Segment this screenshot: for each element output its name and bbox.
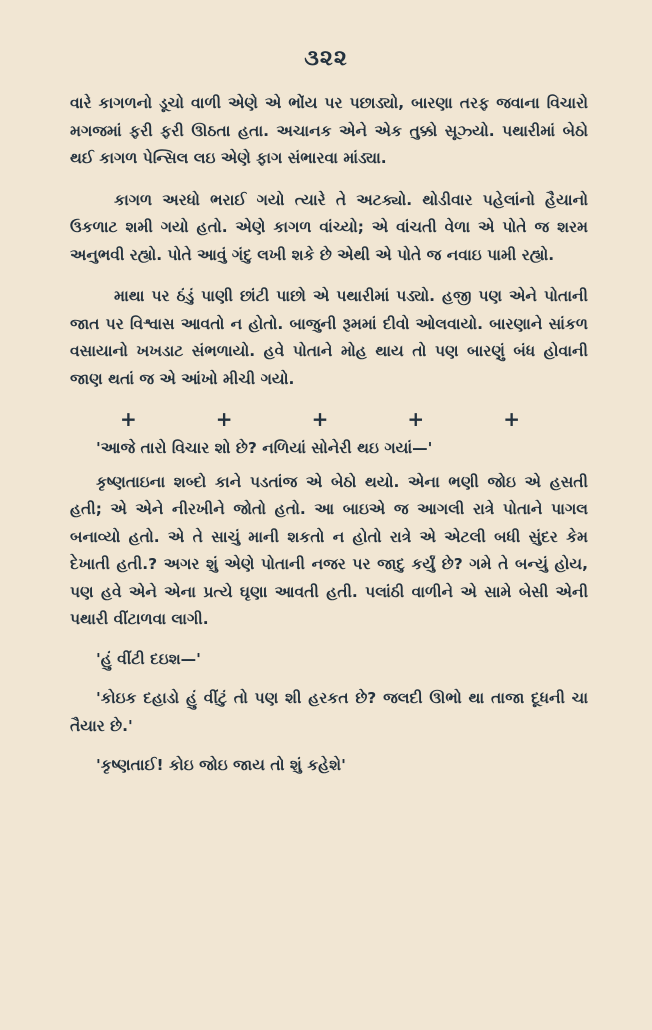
separator-mark: + [120,407,137,431]
page-body [70,90,588,792]
separator-mark: + [215,407,233,431]
section-separator [120,407,520,431]
paragraph-4: કૃષ્ણતાઇના શબ્દો કાને પડતાંજ એ બેઠો થયો. એના ભણી જોઇ એ હસતી હતી; એ એને નીરખીને જોતો હતો. આ બાઇએ જ આગલી રાત્રે પોતાને પાગલ બનાવ્યો હતો. એ તે સાચું માની શકતો ન હોતો રાત્રે એ એટલી બધી સુંદર કેમ દેખાતી હતી.? અગર શું એણે પોતાની નજર પર જાદુ કર્યું છે? ગમે તે બન્યું હોય, પણ હવે એને એના પ્રત્યે ઘૃણા આવતી હતી. પલાંઠી વાળીને એ સામે બેસી એની પથારી વીંટાળવા લાગી. [70,472,588,628]
page-number: ૩૨૨ [304,46,348,71]
paragraph-3: માથા પર ઠંડું પાણી છાંટી પાછો એ પથારીમાં પડ્યો. હજી પણ એને પોતાની જાત પર વિશ્વાસ આવતો ન હોતો. બાજુની રૂમમાં દીવો ઓલવાયો. બારણાને સાંકળ વસાયાનો ખખડાટ સંભળાયો. હવે પોતાને મોહ થાય તો પણ બારણું બંધ હોવાની જાણ થતાં જ એ આંખો મીચી ગયો. [70,287,588,388]
dialogue-line-4: 'કૃષ્ણતાઈ! કોઇ જોઇ જાય તો શું કહેશે' [96,756,346,774]
dialogue-line-1: 'આજે તારો વિચાર શો છે? નળિયાં સોનેરી થઇ ગયાં—' [96,439,433,457]
separator-mark: + [311,407,329,431]
separator-mark: + [503,407,520,431]
separator-mark: + [407,407,425,431]
dialogue-line-3: 'કોઇક દહાડો હું વીંટું તો પણ શી હરકત છે? જલદી ઊભો થા તાજા દૂધની ચા તૈયાર છે.' [70,689,588,735]
dialogue-line-2: 'હું વીંટી દઇશ—' [96,649,201,668]
paragraph-2: કાગળ અરધો ભરાઈ ગયો ત્યારે તે અટક્યો. થોડીવાર પહેલાંનો હૈયાનો ઉકળાટ શમી ગયો હતો. એણે કાગળ વાંચ્યો; એ વાંચતી વેળા એ પોતે જ શરમ અનુભવી રહ્યો. પોતે આવું ગંદુ લખી શકે છે એથી એ પોતે જ નવાઇ પામી રહ્યો. [70,190,588,264]
paragraph-1: વારે કાગળનો ડૂચો વાળી એણે એ ભોંય પર પછાડ્યો, બારણા તરફ જવાના વિચારો મગજમાં ફરી ફરી ઊઠતા હતા. અચાનક એને એક તુક્કો સૂઝ્યો. પથારીમાં બેઠો થઈ કાગળ પેન્સિલ લઇ એણે ફાગ સંભારવા માંડ્યા. [70,94,588,167]
